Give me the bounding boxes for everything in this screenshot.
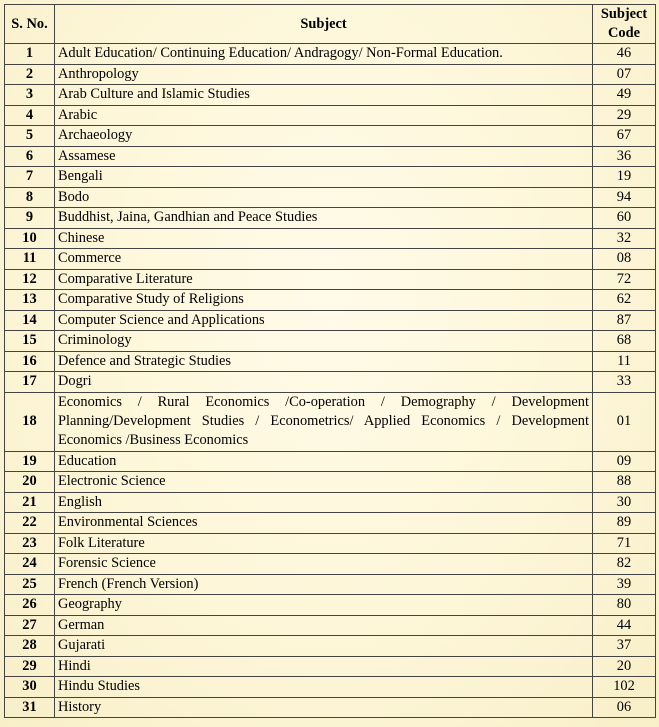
subject-cell: Commerce [55, 249, 593, 270]
subject-cell: Arab Culture and Islamic Studies [55, 85, 593, 106]
serial-number-cell: 13 [5, 290, 55, 311]
table-row [5, 249, 656, 270]
subject-cell: Computer Science and Applications [55, 310, 593, 331]
subject-code-cell: 32 [593, 228, 656, 249]
serial-number-cell: 6 [5, 146, 55, 167]
subject-code-cell: 80 [593, 595, 656, 616]
subject-cell: Electronic Science [55, 472, 593, 493]
table-row [5, 595, 656, 616]
serial-number-cell: 18 [5, 392, 55, 451]
table-row [5, 331, 656, 352]
subject-code-cell: 60 [593, 208, 656, 229]
subject-cell: Environmental Sciences [55, 513, 593, 534]
table-row [5, 472, 656, 493]
serial-number-cell: 25 [5, 574, 55, 595]
subject-line: Economics /Business Economics [58, 432, 249, 449]
subject-cell: Archaeology [55, 126, 593, 147]
subject-code-cell: 06 [593, 697, 656, 718]
subject-code-cell: 44 [593, 615, 656, 636]
serial-number-cell: 20 [5, 472, 55, 493]
subject-cell: Hindi [55, 656, 593, 677]
subject-line: Economics / Rural Economics /Co-operation / Demography / Development [58, 393, 589, 410]
table-row [5, 677, 656, 698]
subject-cell: Hindu Studies [55, 677, 593, 698]
subject-cell [55, 392, 593, 451]
serial-number-cell: 29 [5, 656, 55, 677]
table-row [5, 126, 656, 147]
subject-code-cell: 82 [593, 554, 656, 575]
serial-number-cell: 24 [5, 554, 55, 575]
subject-code-cell: 30 [593, 492, 656, 513]
serial-number-cell: 3 [5, 85, 55, 106]
subject-code-cell: 39 [593, 574, 656, 595]
table-row [5, 533, 656, 554]
subject-code-cell: 72 [593, 269, 656, 290]
subject-code-cell: 62 [593, 290, 656, 311]
table-row [5, 492, 656, 513]
subject-code-cell: 11 [593, 351, 656, 372]
subject-cell: French (French Version) [55, 574, 593, 595]
subject-cell: Education [55, 451, 593, 472]
header-code-line2: Code [608, 25, 640, 41]
subject-cell: Assamese [55, 146, 593, 167]
table-row [5, 228, 656, 249]
subject-code-cell: 88 [593, 472, 656, 493]
table-row [5, 208, 656, 229]
table-row [5, 656, 656, 677]
subject-code-cell: 87 [593, 310, 656, 331]
table-row [5, 187, 656, 208]
subject-cell: Anthropology [55, 64, 593, 85]
serial-number-cell: 5 [5, 126, 55, 147]
serial-number-cell: 28 [5, 636, 55, 657]
subject-code-cell: 71 [593, 533, 656, 554]
subject-cell: Bengali [55, 167, 593, 188]
table-row [5, 85, 656, 106]
table-row [5, 554, 656, 575]
table-row [5, 451, 656, 472]
serial-number-cell: 1 [5, 44, 55, 65]
subject-cell: Forensic Science [55, 554, 593, 575]
serial-number-cell: 30 [5, 677, 55, 698]
serial-number-cell: 17 [5, 372, 55, 393]
serial-number-cell: 31 [5, 697, 55, 718]
subject-cell: English [55, 492, 593, 513]
table-row [5, 513, 656, 534]
table-row [5, 105, 656, 126]
serial-number-cell: 16 [5, 351, 55, 372]
subject-code-cell: 36 [593, 146, 656, 167]
serial-number-cell: 26 [5, 595, 55, 616]
table-row [5, 392, 656, 451]
serial-number-cell: 11 [5, 249, 55, 270]
serial-number-cell: 22 [5, 513, 55, 534]
subject-code-cell: 102 [593, 677, 656, 698]
serial-number-cell: 23 [5, 533, 55, 554]
subject-cell: Criminology [55, 331, 593, 352]
table-row [5, 636, 656, 657]
serial-number-cell: 9 [5, 208, 55, 229]
serial-number-cell: 19 [5, 451, 55, 472]
subject-code-cell: 89 [593, 513, 656, 534]
subject-code-cell: 68 [593, 331, 656, 352]
subject-cell: Arabic [55, 105, 593, 126]
serial-number-cell: 14 [5, 310, 55, 331]
header-code-line1: Subject [600, 6, 648, 22]
serial-number-cell: 27 [5, 615, 55, 636]
serial-number-cell: 12 [5, 269, 55, 290]
subject-code-cell: 07 [593, 64, 656, 85]
subject-code-cell: 09 [593, 451, 656, 472]
subject-code-cell: 49 [593, 85, 656, 106]
subject-code-cell: 67 [593, 126, 656, 147]
table-row [5, 372, 656, 393]
subject-code-cell: 29 [593, 105, 656, 126]
table-row [5, 64, 656, 85]
subject-code-cell: 01 [593, 392, 656, 451]
subject-cell: German [55, 615, 593, 636]
table-row [5, 167, 656, 188]
subject-cell: Buddhist, Jaina, Gandhian and Peace Studies [55, 208, 593, 229]
subject-cell: Gujarati [55, 636, 593, 657]
subject-code-cell: 46 [593, 44, 656, 65]
subject-cell: Dogri [55, 372, 593, 393]
subject-line: Planning/Development Studies / Econometrics/ Applied Economics / Development [58, 412, 589, 429]
subject-cell: Geography [55, 595, 593, 616]
subject-cell: Comparative Literature [55, 269, 593, 290]
subject-cell: Chinese [55, 228, 593, 249]
subject-code-table [4, 4, 656, 718]
subject-code-cell: 08 [593, 249, 656, 270]
subject-cell: Folk Literature [55, 533, 593, 554]
serial-number-cell: 10 [5, 228, 55, 249]
subject-code-cell: 20 [593, 656, 656, 677]
serial-number-cell: 2 [5, 64, 55, 85]
table-row [5, 310, 656, 331]
table-row [5, 44, 656, 65]
serial-number-cell: 15 [5, 331, 55, 352]
table-row [5, 697, 656, 718]
table-row [5, 615, 656, 636]
subject-cell: Adult Education/ Continuing Education/ Andragogy/ Non-Formal Education. [55, 44, 593, 65]
header-subject: Subject [55, 5, 593, 44]
serial-number-cell: 7 [5, 167, 55, 188]
subject-cell: Bodo [55, 187, 593, 208]
subject-code-cell: 94 [593, 187, 656, 208]
table-row [5, 574, 656, 595]
subject-code-cell: 19 [593, 167, 656, 188]
table-row [5, 290, 656, 311]
subject-cell: History [55, 697, 593, 718]
serial-number-cell: 4 [5, 105, 55, 126]
serial-number-cell: 8 [5, 187, 55, 208]
subject-cell: Comparative Study of Religions [55, 290, 593, 311]
table-header-row [5, 5, 656, 44]
header-subject-code [593, 5, 656, 44]
subject-code-cell: 33 [593, 372, 656, 393]
serial-number-cell: 21 [5, 492, 55, 513]
subject-code-cell: 37 [593, 636, 656, 657]
table-row [5, 146, 656, 167]
subject-cell: Defence and Strategic Studies [55, 351, 593, 372]
header-sno: S. No. [5, 5, 55, 44]
table-row [5, 269, 656, 290]
table-row [5, 351, 656, 372]
